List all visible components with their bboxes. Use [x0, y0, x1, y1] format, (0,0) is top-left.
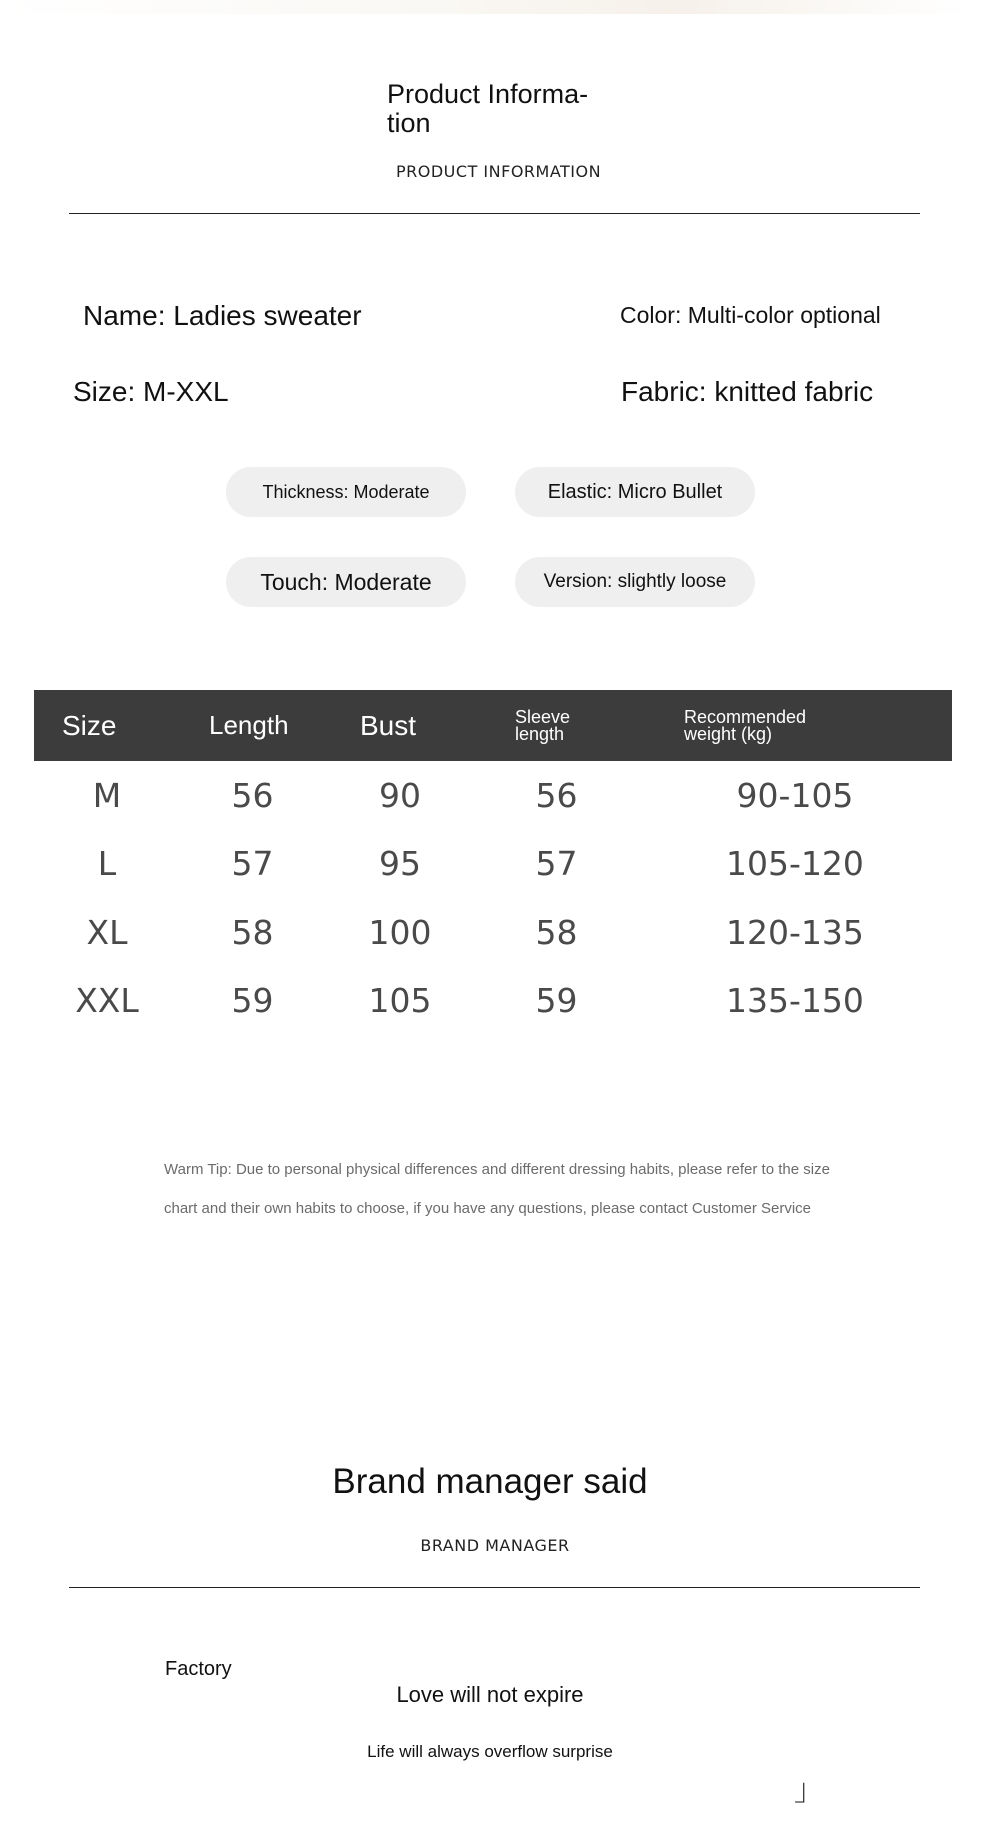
cell-bust: 105 — [368, 981, 432, 1021]
warm-tip-line1: Warm Tip: Due to personal physical differences and different dressing habits, please refer to the size — [164, 1161, 830, 1178]
header-bust: Bust — [360, 709, 417, 741]
section-subtitle: PRODUCT INFORMATION — [396, 162, 602, 181]
attribute-pill-touch — [226, 557, 466, 607]
cell-weight: 90-105 — [736, 775, 854, 815]
attribute-touch-label: Touch: Moderate — [260, 568, 432, 595]
table-row — [34, 830, 952, 899]
cell-sleeve-length: 57 — [535, 844, 578, 884]
cell-weight: 135-150 — [726, 981, 864, 1021]
cell-sleeve-length: 56 — [535, 775, 578, 815]
attribute-thickness-label: Thickness: Moderate — [262, 481, 430, 502]
header-size: Size — [62, 709, 117, 741]
cell-weight: 105-120 — [726, 844, 864, 884]
warm-tip — [164, 1150, 864, 1228]
brand-quote-main: Love will not expire — [396, 1682, 584, 1707]
product-color: Color: Multi-color optional — [620, 302, 881, 328]
product-size-range: Size: M-XXL — [73, 376, 229, 407]
cell-bust: 95 — [379, 844, 421, 884]
table-row — [34, 967, 952, 1036]
header-recommended-weight: Recommended weight (kg) — [684, 706, 807, 744]
attribute-pill-thickness — [226, 467, 466, 517]
cell-bust: 90 — [379, 775, 421, 815]
cell-size: XXL — [75, 981, 139, 1021]
warm-tip-line2: chart and their own habits to choose, if you have any questions, please contact Customer Service — [164, 1200, 812, 1217]
cell-size: XL — [86, 912, 128, 952]
cell-size: M — [92, 775, 122, 815]
section-title-product-information — [387, 80, 588, 138]
attribute-elastic-label: Elastic: Micro Bullet — [547, 480, 723, 503]
section-divider-brand — [69, 1587, 920, 1588]
cell-bust: 100 — [368, 912, 432, 952]
size-chart-table — [34, 690, 952, 1035]
section-divider — [69, 213, 920, 214]
closing-quote-mark: 」 — [794, 1773, 824, 1808]
section-subtitle-brand: BRAND MANAGER — [420, 1536, 570, 1555]
section-title-line2: tion — [387, 108, 431, 138]
cell-weight: 120-135 — [726, 912, 864, 952]
section-title-brand-manager: Brand manager said — [332, 1462, 648, 1501]
cell-length: 59 — [231, 981, 274, 1021]
product-fabric: Fabric: knitted fabric — [621, 376, 874, 407]
header-length: Length — [209, 710, 289, 740]
top-banner-strip — [0, 0, 970, 14]
attribute-pill-version — [515, 557, 755, 607]
table-row — [34, 761, 952, 830]
cell-size: L — [97, 844, 117, 884]
section-title-line1: Product Informa- — [387, 79, 589, 109]
cell-sleeve-length: 59 — [535, 981, 578, 1021]
size-chart-header-row — [34, 690, 952, 761]
attribute-version-label: Version: slightly loose — [543, 571, 727, 592]
product-name: Name: Ladies sweater — [83, 300, 362, 331]
cell-length: 58 — [231, 912, 274, 952]
attribute-pill-elastic — [515, 467, 755, 517]
header-sleeve-length: Sleeve length — [515, 706, 571, 744]
brand-label: Factory — [165, 1658, 232, 1680]
cell-length: 57 — [231, 844, 274, 884]
brand-quote-sub: Life will always overflow surprise — [367, 1742, 613, 1761]
cell-length: 56 — [231, 775, 274, 815]
table-row — [34, 898, 952, 967]
cell-sleeve-length: 58 — [535, 912, 578, 952]
